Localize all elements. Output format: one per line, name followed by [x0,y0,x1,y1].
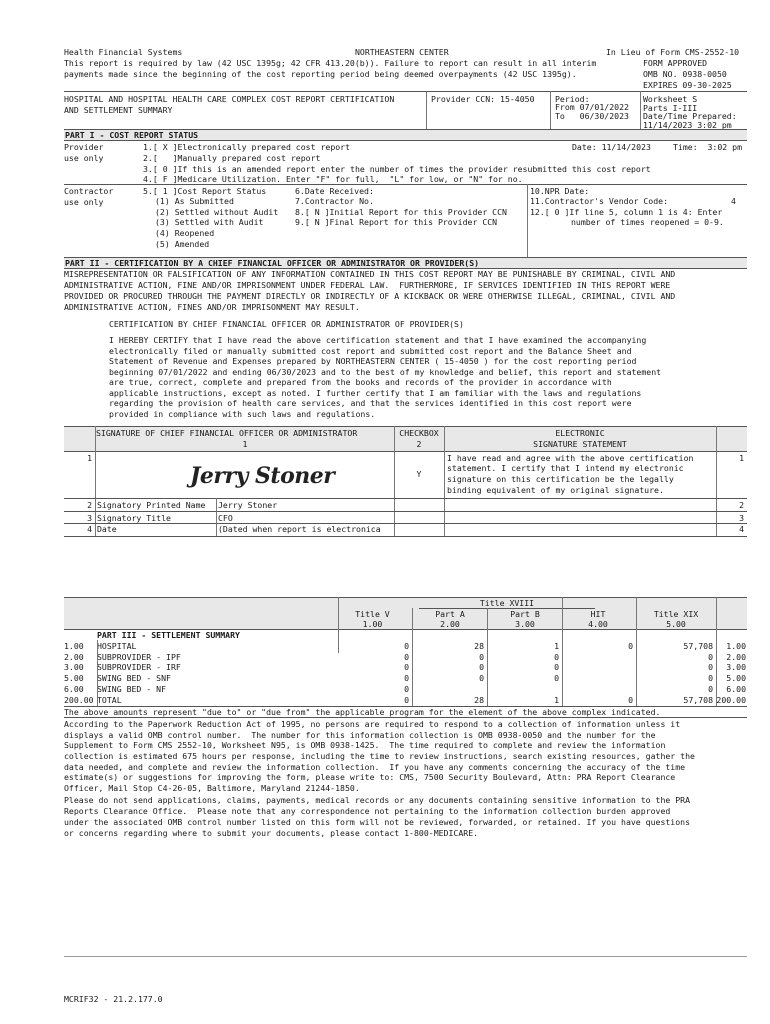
form-approved: FORM APPROVED [643,58,708,68]
divider [550,91,551,129]
divider [64,956,747,957]
status-line-12: 12.[ 0 ]If line 5, column 1 is 4: Enter [530,207,723,217]
table-cell: 57,708 [683,641,713,651]
table-cell: 0 [554,673,559,683]
header-center: NORTHEASTERN CENTER [355,47,449,57]
part1-heading: PART I - COST REPORT STATUS [65,130,199,140]
table-row-rline: 200.00 [716,695,746,705]
sig-statement-3: signature on this certification be the legally [447,474,674,484]
divider [640,91,641,129]
col-title-xix: Title XIX [653,609,699,619]
sig-row-1-right: 1 [739,453,744,463]
table-cell: 0 [708,684,713,694]
divider [64,597,747,598]
divider [97,640,98,706]
status-line-6: 6.Date Received: [295,186,374,196]
table-row-label: SWING BED - NF [97,684,167,694]
table-row-label: HOSPITAL [97,641,137,651]
sig-statement-1: I have read and agree with the above certification [447,453,694,463]
title-xviii-header: Title XVIII [479,598,535,608]
sig-row-4-num: 4 [87,524,92,534]
cert-body-2: electronically filed or manually submitted cost report and submitted cost report and the Balance Sheet and [109,346,632,356]
status-line-11: 11.Contractor's Vendor Code: [530,196,669,206]
col-part-b-num: 3.00 [515,619,535,629]
sig-row-4-right: 4 [739,524,744,534]
cert-body-5: are true, correct, complete and prepared from the books and records of the provider in accordance with [109,377,612,387]
table-cell: 1 [554,695,559,705]
divider [64,451,747,452]
warning-line-2: ADMINISTRATIVE ACTION, FINE AND/OR IMPRISONMENT UNDER FEDERAL LAW. FURTHERMORE, IF SERVICES IDENTIFIED IN THIS REPORT WERE [64,280,671,290]
sig-row-2-right: 2 [739,500,744,510]
paperwork-line-5: data needed, and complete and review the information collection. If you have any comments concerning the accuracy of the time [64,762,686,772]
part3-footnote: The above amounts represent "due to" or "due from" the applicable program for the element of the above complex indicated. [64,707,661,717]
divider [64,717,747,718]
signature: Jerry Stoner [190,463,335,489]
col-hit-num: 4.00 [588,619,608,629]
cert-body-6: applicable instructions, except as noted. I further certify that I am familiar with the laws and regulations [109,388,642,398]
table-cell: 0 [628,641,633,651]
table-cell: 0 [708,673,713,683]
status-line-10: 10.NPR Date: [530,186,590,196]
period-label: Period: [555,94,590,104]
table-row-line: 5.00 [64,673,84,683]
sig-col1-header: SIGNATURE OF CHIEF FINANCIAL OFFICER OR ADMINISTRATOR [96,428,358,438]
sig-col2-num: 2 [416,439,422,449]
table-row-label: SWING BED - SNF [97,673,171,683]
sig-checkbox-value: Y [416,469,422,479]
vendor-code-value: 4 [731,196,736,206]
paperwork-line-6: estimate(s) or suggestions for improving the form, please write to: CMS, 7500 Security Boulevard, Attn: PRA Report Clearance [64,772,676,782]
status-line-3: 3.[ 0 ]If this is an amended report enter the number of times the provider resubmitted this cost report [143,164,651,174]
table-cell: 0 [708,652,713,662]
sig-row-3-num: 3 [87,513,92,523]
divider [527,184,528,257]
table-cell: 28 [474,641,484,651]
table-cell: 0 [404,652,409,662]
table-cell: 0 [404,695,409,705]
sig-col3-header-1: ELECTRONIC [555,428,605,438]
cert-body-3: Statement of Revenue and Expenses prepared by NORTHEASTERN CENTER ( 15-4050 ) for the cost reporting period [109,356,637,366]
warning-line-3: PROVIDED OR PROCURED THROUGH THE PAYMENT DIRECTLY OR INDIRECTLY OF A KICKBACK OR WERE OTHERWISE ILLEGAL, CRIMINAL, CIVIL AND [64,291,676,301]
software-version: MCRIF32 - 21.2.177.0 [64,994,163,1004]
table-row-rline: 3.00 [726,662,746,672]
table-cell: 0 [708,662,713,672]
divider [64,536,747,537]
notice-line-2: payments made since the beginning of the cost reporting period being deemed overpayments (42 USC 1395g). [64,69,577,79]
parts-label: Parts I-III [643,103,698,113]
sig-row-3-right: 3 [739,513,744,523]
provider-use-label-2: use only [64,153,104,163]
divider [64,523,747,524]
sig-row-2-value: Jerry Stoner [218,500,278,510]
divider [64,498,747,499]
table-cell: 1 [554,641,559,651]
status-option-3: (3) Settled with Audit [155,217,264,227]
col-part-a-num: 2.00 [440,619,460,629]
provider-use-label-1: Provider [64,142,104,152]
status-option-5: (5) Amended [155,239,210,249]
table-cell: 0 [628,695,633,705]
table-cell: 0 [404,662,409,672]
paperwork-line-8: Please do not send applications, claims, payments, medical records or any documents containing sensitive information to the PRA [64,795,691,805]
status-line-12b: number of times reopened = 0-9. [571,217,724,227]
divider [394,426,395,536]
sig-row-1-num: 1 [87,453,92,463]
table-row-line: 200.00 [64,695,94,705]
paperwork-line-7: Officer, Mail Stop C4-26-05, Baltimore, Maryland 21244-1850. [64,783,360,793]
table-row-label: SUBPROVIDER - IPF [97,652,181,662]
table-cell: 0 [404,684,409,694]
table-cell: 0 [479,662,484,672]
col-title-v-num: 1.00 [362,619,383,629]
table-row-line: 2.00 [64,652,84,662]
divider [64,511,747,512]
report-title-2: AND SETTLEMENT SUMMARY [64,105,173,115]
omb-expiry: EXPIRES 09-30-2025 [643,80,732,90]
col-title-xix-num: 5.00 [666,619,686,629]
table-cell: 0 [404,673,409,683]
status-option-2: (2) Settled without Audit [155,207,279,217]
col-title-v: Title V [355,609,390,619]
cert-body-7: regarding the provision of health care services, and that the services identified in this cost report were [109,398,632,408]
warning-line-1: MISREPRESENTATION OR FALSIFICATION OF ANY INFORMATION CONTAINED IN THIS COST REPORT MAY BE PUNISHABLE BY CRIMINAL, CIVIL AND [64,269,676,279]
divider [426,91,427,129]
divider [444,426,445,536]
part2-heading: PART II - CERTIFICATION BY A CHIEF FINANCIAL OFFICER OR ADMINISTRATOR OR PROVIDER(S) [65,258,480,268]
contractor-use-label-2: use only [64,197,104,207]
contractor-use-label-1: Contractor [64,186,114,196]
table-cell: 0 [479,652,484,662]
table-row-rline: 2.00 [726,652,746,662]
sig-statement-4: binding equivalent of my original signature. [447,485,664,495]
sig-statement-2: statement. I certify that I intend my electronic [447,463,684,473]
col-part-a: Part A [435,609,465,619]
status-line-5: 5.[ 1 ]Cost Report Status [143,186,267,196]
prepared-label: Date/Time Prepared: [643,111,737,121]
table-row-line: 6.00 [64,684,84,694]
period-to: To 06/30/2023 [555,111,629,121]
sig-row-4-value: (Dated when report is electronica [218,524,381,534]
table-cell: 0 [554,652,559,662]
table-cell: 28 [474,695,484,705]
provider-ccn: Provider CCN: 15-4050 [431,94,535,104]
divider [412,640,413,706]
report-title-1: HOSPITAL AND HOSPITAL HEALTH CARE COMPLEX COST REPORT CERTIFICATION [64,94,395,104]
paperwork-line-9: Reports Clearance Office. Please note that any correspondence not pertaining to the information collection burden approved [64,806,671,816]
omb-number: OMB NO. 0938-0050 [643,69,727,79]
divider [562,640,563,706]
table-row-rline: 5.00 [726,673,746,683]
prepared-date: Date: 11/14/2023 [572,142,651,152]
paperwork-line-2: displays a valid OMB control number. The number for this information collection is OMB 0938-0050 and the number for the [64,730,656,740]
table-row-label: TOTAL [97,695,122,705]
sig-row-3-label: Signatory Title [97,513,171,523]
col-hit: HIT [590,609,606,619]
divider [338,597,339,653]
divider [64,184,747,185]
sig-col2-header: CHECKBOX [399,428,439,438]
cert-title: CERTIFICATION BY CHIEF FINANCIAL OFFICER OR ADMINISTRATOR OF PROVIDER(S) [109,319,464,329]
divider [636,640,637,706]
paperwork-line-1: According to the Paperwork Reduction Act of 1995, no persons are required to respond to a collection of information unless it [64,719,681,729]
status-line-8: 8.[ N ]Initial Report for this Provider CCN [295,207,507,217]
sig-col3-header-2: SIGNATURE STATEMENT [533,439,627,449]
header-right: In Lieu of Form CMS-2552-10 [606,47,740,57]
notice-line-1: This report is required by law (42 USC 1395g; 42 CFR 413.20(b)). Failure to report can result in all interim [64,58,597,68]
sig-row-2-label: Signatory Printed Name [97,500,206,510]
status-option-4: (4) Reopened [155,228,215,238]
cert-body-8: provided in compliance with such laws and regulations. [109,409,376,419]
status-line-1: 1.[ X ]Electronically prepared cost report [143,142,351,152]
sig-row-4-label: Date [97,524,117,534]
part3-heading: PART III - SETTLEMENT SUMMARY [97,630,240,640]
prepared-value: 11/14/2023 3:02 pm [643,120,732,130]
paperwork-line-11: or concerns regarding where to submit your documents, please contact 1-800-MEDICARE. [64,828,479,838]
table-cell: 57,708 [683,695,713,705]
paperwork-line-3: Supplement to Form CMS 2552-10, Worksheet N95, is OMB 0938-1425. The time required to complete and review the information [64,740,666,750]
table-cell: 0 [554,662,559,672]
sig-row-3-value: CFO [218,513,233,523]
status-line-9: 9.[ N ]Final Report for this Provider CCN [295,217,498,227]
table-row-line: 3.00 [64,662,84,672]
status-line-2: 2.[ ]Manually prepared cost report [143,153,321,163]
table-row-line: 1.00 [64,641,84,651]
status-line-4: 4.[ F ]Medicare Utilization. Enter "F" for full, "L" for low, or "N" for no. [143,174,523,184]
warning-line-4: ADMINISTRATIVE ACTION, FINES AND/OR IMPRISONMENT MAY RESULT. [64,302,360,312]
divider [64,426,747,427]
worksheet-label: Worksheet S [643,94,698,104]
col-part-b: Part B [510,609,540,619]
sig-col1-num: 1 [242,439,248,449]
header-left: Health Financial Systems [64,47,183,57]
paperwork-line-4: collection is estimated 675 hours per response, including the time to review instructions, search existing resources, gather the [64,751,695,761]
divider [95,426,96,536]
table-row-label: SUBPROVIDER - IRF [97,662,181,672]
table-row-rline: 1.00 [726,641,746,651]
divider [64,91,747,92]
status-option-1: (1) As Submitted [155,196,234,206]
status-line-7: 7.Contractor No. [295,196,374,206]
cert-body-4: beginning 07/01/2022 and ending 06/30/2023 and to the best of my knowledge and belief, this report and statement [109,367,662,377]
divider [64,140,747,141]
paperwork-line-10: under the associated OMB control number listed on this form will not be reviewed, forwarded, or retained. If you have questions [64,817,691,827]
prepared-time: Time: 3:02 pm [673,142,743,152]
table-cell: 0 [404,641,409,651]
divider [487,640,488,706]
sig-row-2-num: 2 [87,500,92,510]
table-row-rline: 6.00 [726,684,746,694]
divider [716,640,717,706]
table-cell: 0 [479,673,484,683]
divider [216,498,217,536]
period-from: From 07/01/2022 [555,102,629,112]
cert-body-1: I HEREBY CERTIFY that I have read the above certification statement and that I have examined the accompanying [109,335,647,345]
